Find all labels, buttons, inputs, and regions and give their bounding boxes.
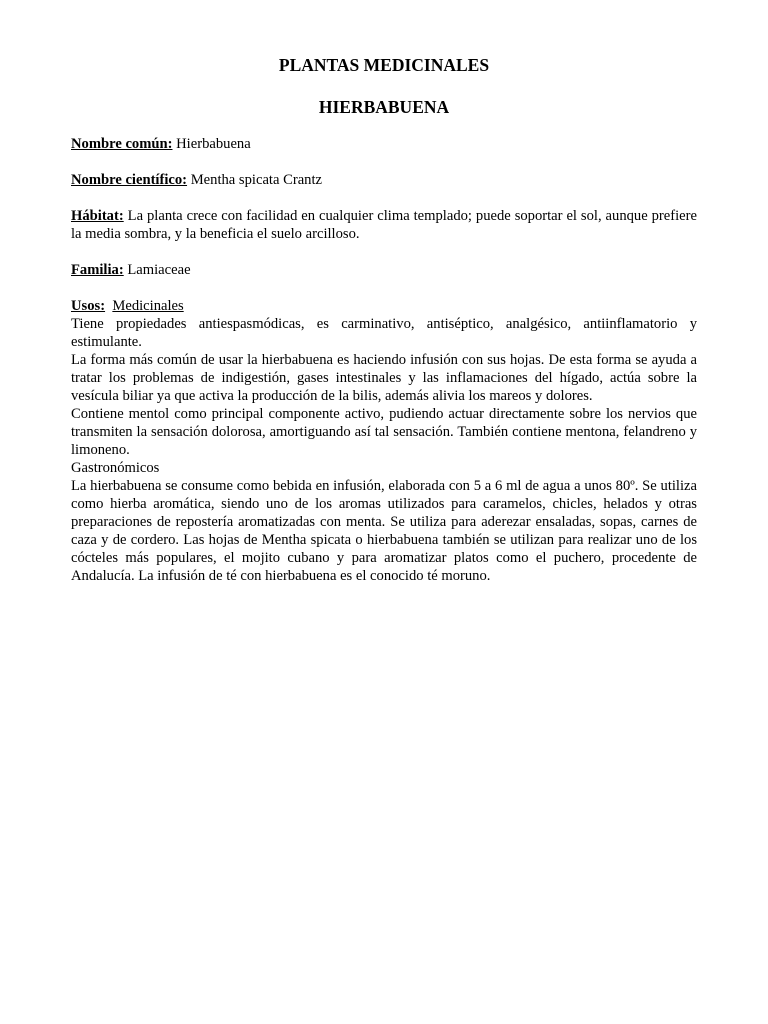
document-title: PLANTAS MEDICINALES	[278, 55, 490, 75]
nombre-cientifico-field	[71, 171, 697, 189]
usos-field	[71, 297, 697, 315]
gastronomicos-paragraph: La hierbabuena se consume como bebida en infusión, elaborada con 5 a 6 ml de agua a unos 80º. Se utiliza como hierba aromática, siendo uno de los aromas utilizados para caramelos, chicles, helados y otras preparaciones de repostería aromatizadas con menta. Se utiliza para aderezar ensaladas, sopas, carnes de caza y de cordero. Las hojas de Mentha spicata o hierbabuena también se utilizan para realizar uno de los cócteles más populares, el mojito cubano y para aromatizar platos como el puchero, procedente de Andalucía. La infusión de té con hierbabuena es el conocido té moruno.	[71, 478, 697, 584]
familia-value: Lamiaceae	[127, 262, 191, 278]
habitat-value: La planta crece con facilidad en cualquier clima templado; puede soportar el sol, aunque prefiere la media sombra, y la beneficia el suelo arcilloso.	[71, 208, 697, 242]
nombre-comun-label: Nombre común:	[71, 136, 173, 152]
medicinales-paragraph-2: La forma más común de usar la hierbabuena es haciendo infusión con sus hojas. De esta forma se ayuda a tratar los problemas de indigestión, gases intestinales y las inflamaciones del hígado, actúa sobre la vesícula biliar ya que activa la producción de la bilis, además alivia los mareos y dolores.	[71, 352, 697, 404]
familia-field	[71, 261, 697, 279]
nombre-cientifico-value: Mentha spicata Crantz	[190, 172, 322, 188]
usos-medicinales-heading: Medicinales	[112, 298, 184, 314]
medicinales-paragraph-1: Tiene propiedades antiespasmódicas, es carminativo, antiséptico, analgésico, antiinflamatorio y estimulante.	[71, 316, 697, 350]
usos-label: Usos:	[71, 298, 106, 314]
familia-label: Familia:	[71, 262, 124, 278]
habitat-field	[71, 207, 697, 243]
nombre-comun-value: Hierbabuena	[176, 136, 251, 152]
medicinales-paragraph-3: Contiene mentol como principal componente activo, pudiendo actuar directamente sobre los nervios que transmiten la sensación dolorosa, amortiguando así tal sensación. También contiene mentona, felandreno y limoneno.	[71, 406, 697, 458]
nombre-comun-field	[71, 135, 697, 153]
gastronomicos-heading: Gastronómicos	[71, 460, 160, 476]
nombre-cientifico-label: Nombre científico:	[71, 172, 188, 188]
document-subtitle: HIERBABUENA	[318, 97, 450, 117]
habitat-label: Hábitat:	[71, 208, 124, 224]
